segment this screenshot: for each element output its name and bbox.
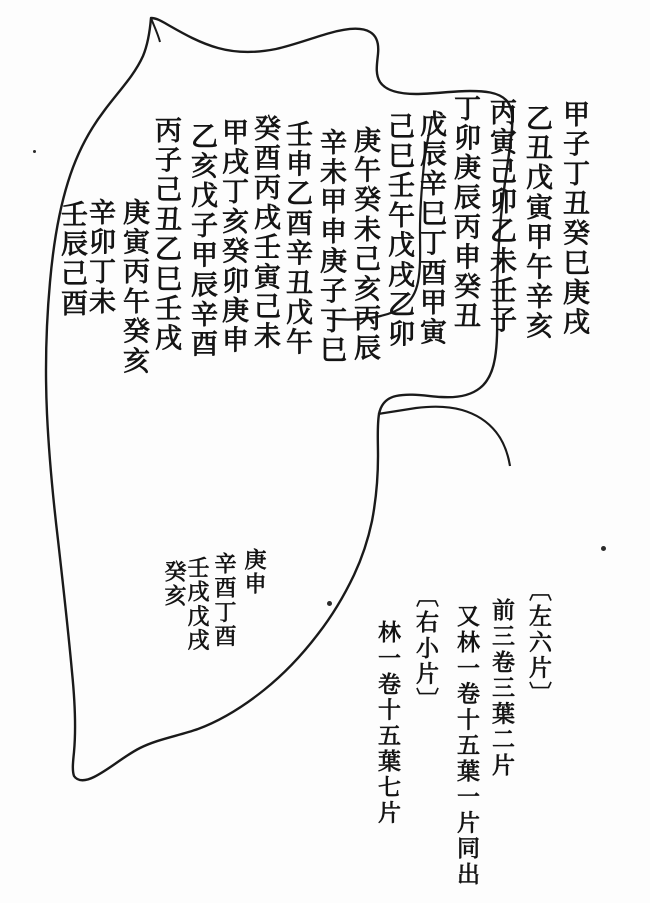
ganzhi-column: 甲戌丁亥癸卯庚申 bbox=[217, 118, 248, 356]
ganzhi-column-lower: 庚申 bbox=[241, 548, 267, 597]
ganzhi-column: 庚寅丙午癸亥 bbox=[118, 198, 149, 377]
ink-speck bbox=[601, 546, 606, 551]
ink-speck bbox=[33, 150, 36, 153]
ganzhi-column: 甲子丁丑癸巳庚戌 bbox=[558, 100, 589, 338]
ganzhi-column-lower: 辛酉丁酉 bbox=[211, 552, 237, 649]
annotation-left-fragment-note2: 又林一卷十五葉一片同出 bbox=[453, 604, 480, 888]
ganzhi-column: 乙丑戊寅甲午辛亥 bbox=[521, 104, 552, 342]
ganzhi-column-lower: 壬戌戊戌 bbox=[184, 556, 210, 653]
ganzhi-column: 戊辰辛巳丁酉甲寅 bbox=[415, 110, 446, 348]
annotation-right-fragment-note: 林一卷十五葉七片 bbox=[374, 620, 401, 827]
ganzhi-column-lower: 癸亥 bbox=[161, 560, 187, 609]
ganzhi-column: 丁卯庚辰丙申癸丑 bbox=[449, 94, 480, 332]
ganzhi-column: 癸酉丙戌壬寅己未 bbox=[249, 114, 280, 352]
ganzhi-column: 庚午癸未己亥丙辰 bbox=[349, 126, 380, 364]
ganzhi-column: 丙寅己卯乙未壬子 bbox=[485, 98, 516, 336]
ink-speck bbox=[327, 601, 332, 606]
annotation-right-fragment-label: 〔右小片〕 bbox=[412, 584, 439, 713]
ganzhi-column: 乙亥戊子甲辰辛酉 bbox=[186, 122, 217, 360]
annotation-left-fragment-label: 〔左六片〕 bbox=[525, 578, 552, 707]
ganzhi-column: 己巳壬午戊戌乙卯 bbox=[383, 112, 414, 350]
ganzhi-column: 壬辰己酉 bbox=[56, 200, 87, 319]
ganzhi-column: 壬申乙酉辛丑戊午 bbox=[281, 120, 312, 358]
ganzhi-column: 丙子己丑乙巳壬戌 bbox=[150, 116, 181, 354]
ganzhi-column: 辛卯丁未 bbox=[84, 198, 115, 317]
annotation-left-fragment-note1: 前三卷三葉二片 bbox=[488, 598, 515, 779]
ganzhi-column: 辛未甲申庚子丁巳 bbox=[315, 128, 346, 366]
